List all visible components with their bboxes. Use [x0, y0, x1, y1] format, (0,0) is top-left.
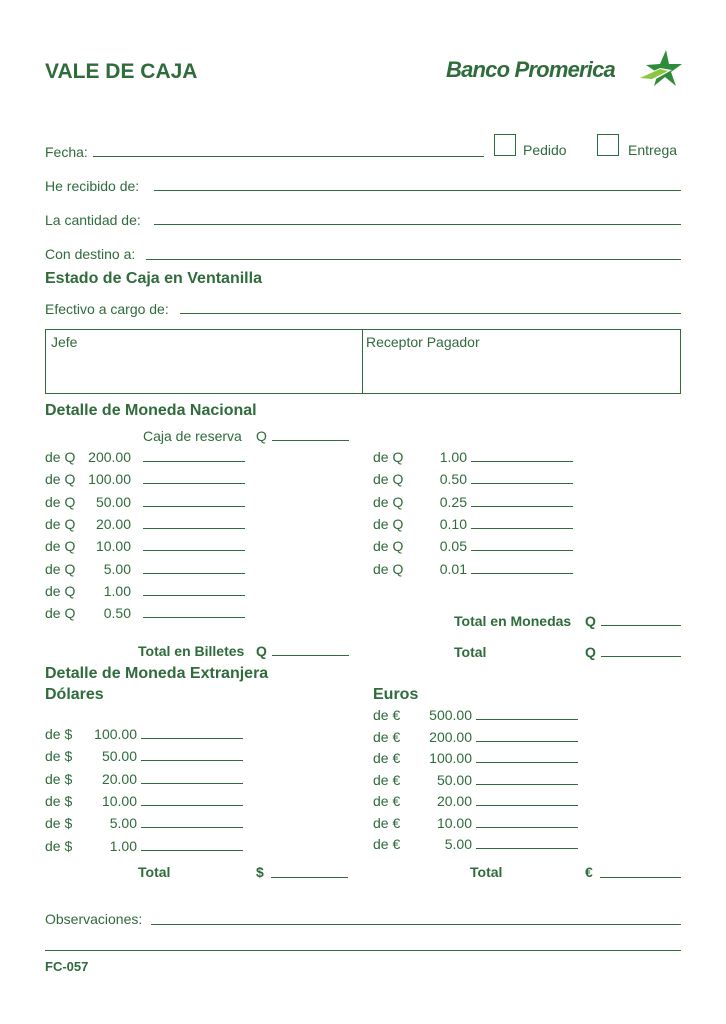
pedido-label: Pedido [523, 142, 567, 158]
dolar-denomination: 5.00 [109, 815, 137, 832]
total-monedas-field[interactable] [601, 625, 681, 626]
brand-logo [446, 50, 686, 90]
efectivo-label: Efectivo a cargo de: [45, 301, 169, 317]
observaciones-field-2[interactable] [45, 950, 681, 951]
estado-heading: Estado de Caja en Ventanilla [45, 270, 262, 287]
cantidad-field[interactable] [154, 224, 681, 225]
dolar-denomination: 50.00 [101, 748, 137, 765]
billete-amount-field[interactable] [143, 461, 245, 462]
billete-prefix: de Q [45, 449, 76, 465]
billete-denomination: 0.50 [103, 605, 131, 622]
total-euros-field[interactable] [600, 877, 681, 878]
billete-denomination: 10.00 [95, 538, 131, 555]
dolar-prefix: de $ [45, 815, 73, 832]
dolar-denomination: 100.00 [94, 726, 137, 742]
dolar-prefix: de $ [45, 748, 73, 765]
jefe-label: Jefe [51, 334, 78, 350]
pedido-checkbox[interactable] [494, 134, 516, 156]
observaciones-label: Observaciones: [45, 911, 143, 927]
billete-denomination: 20.00 [95, 515, 131, 532]
total-euros-label: Total [470, 864, 503, 880]
moneda-denomination: 0.01 [439, 560, 467, 577]
moneda-denomination: 1.00 [439, 449, 467, 465]
euro-amount-field[interactable] [476, 784, 578, 785]
moneda-prefix: de Q [373, 560, 404, 577]
euros-heading: Euros [373, 686, 419, 703]
billete-amount-field[interactable] [143, 483, 245, 484]
billete-amount-field[interactable] [143, 528, 245, 529]
recibido-label: He recibido de: [45, 178, 140, 194]
billete-amount-field[interactable] [143, 550, 245, 551]
total-nacional-field[interactable] [601, 656, 681, 657]
total-dolares-field[interactable] [271, 877, 348, 878]
dolar-prefix: de $ [45, 837, 73, 854]
dolar-denomination: 10.00 [101, 792, 137, 809]
billete-denomination: 50.00 [95, 493, 131, 510]
dolar-denomination: 20.00 [101, 770, 137, 787]
billete-prefix: de Q [45, 515, 76, 532]
dolar-prefix: de $ [45, 770, 73, 787]
euro-denomination: 200.00 [429, 728, 472, 745]
moneda-amount-field[interactable] [471, 573, 573, 574]
dolar-amount-field[interactable] [141, 827, 243, 828]
moneda-denomination: 0.25 [439, 493, 467, 510]
receptor-label: Receptor Pagador [366, 334, 480, 350]
billete-amount-field[interactable] [143, 617, 245, 618]
signature-box [45, 329, 681, 394]
moneda-prefix: de Q [373, 493, 404, 510]
destino-label: Con destino a: [45, 246, 136, 262]
total-dolares-symbol: $ [256, 864, 264, 880]
billete-denomination: 1.00 [103, 582, 131, 599]
moneda-amount-field[interactable] [471, 506, 573, 507]
extranjera-heading: Detalle de Moneda Extranjera [45, 665, 269, 682]
euro-amount-field[interactable] [476, 762, 578, 763]
moneda-amount-field[interactable] [471, 550, 573, 551]
euro-amount-field[interactable] [476, 848, 578, 849]
destino-field[interactable] [146, 259, 681, 260]
nacional-heading: Detalle de Moneda Nacional [45, 402, 257, 419]
billete-prefix: de Q [45, 582, 76, 599]
total-euros-symbol: € [585, 864, 593, 880]
total-monedas-currency: Q [585, 613, 596, 629]
fecha-field[interactable] [93, 156, 484, 157]
total-dolares-label: Total [138, 864, 171, 880]
euro-prefix: de € [373, 814, 401, 831]
recibido-field[interactable] [154, 190, 681, 191]
dolar-amount-field[interactable] [141, 738, 243, 739]
euro-amount-field[interactable] [476, 805, 578, 806]
dolar-amount-field[interactable] [141, 783, 243, 784]
dolar-amount-field[interactable] [141, 760, 243, 761]
entrega-label: Entrega [628, 142, 678, 158]
billete-amount-field[interactable] [143, 595, 245, 596]
euro-denomination: 500.00 [429, 707, 472, 723]
star-icon [638, 48, 682, 90]
moneda-amount-field[interactable] [471, 461, 573, 462]
euro-denomination: 50.00 [436, 771, 472, 788]
dolar-prefix: de $ [45, 792, 73, 809]
reserva-field[interactable] [272, 440, 349, 441]
total-monedas-label: Total en Monedas [454, 613, 572, 629]
reserva-currency: Q [256, 428, 267, 444]
billete-prefix: de Q [45, 471, 76, 488]
euro-prefix: de € [373, 707, 401, 723]
cantidad-label: La cantidad de: [45, 212, 141, 228]
moneda-prefix: de Q [373, 471, 404, 488]
euro-prefix: de € [373, 750, 401, 766]
euro-denomination: 5.00 [444, 836, 472, 852]
total-nacional-currency: Q [585, 644, 596, 660]
moneda-denomination: 0.50 [439, 471, 467, 488]
euro-amount-field[interactable] [476, 827, 578, 828]
billete-amount-field[interactable] [143, 573, 245, 574]
moneda-denomination: 0.10 [439, 515, 467, 532]
efectivo-field[interactable] [180, 313, 681, 314]
total-billetes-field[interactable] [272, 655, 349, 656]
billete-prefix: de Q [45, 493, 76, 510]
billete-prefix: de Q [45, 538, 76, 555]
total-nacional-label: Total [454, 644, 487, 660]
form-title: VALE DE CAJA [45, 60, 198, 83]
moneda-amount-field[interactable] [471, 528, 573, 529]
moneda-prefix: de Q [373, 538, 404, 555]
moneda-prefix: de Q [373, 515, 404, 532]
dolar-prefix: de $ [45, 726, 73, 742]
euro-amount-field[interactable] [476, 719, 578, 720]
total-billetes-currency: Q [256, 643, 267, 659]
dolar-amount-field[interactable] [141, 850, 243, 851]
dolar-denomination: 1.00 [109, 837, 137, 854]
total-billetes-label: Total en Billetes [138, 643, 245, 659]
euro-prefix: de € [373, 836, 401, 852]
euro-prefix: de € [373, 793, 401, 809]
euro-amount-field[interactable] [476, 741, 578, 742]
billete-denomination: 200.00 [88, 449, 131, 465]
moneda-denomination: 0.05 [439, 538, 467, 555]
moneda-prefix: de Q [373, 449, 404, 465]
brand-name: Banco Promerica [446, 57, 615, 82]
billete-denomination: 100.00 [88, 471, 131, 488]
observaciones-field[interactable] [151, 924, 681, 925]
billete-denomination: 5.00 [103, 560, 131, 577]
form-code: FC-057 [45, 959, 89, 974]
euro-denomination: 10.00 [436, 814, 472, 831]
dolar-amount-field[interactable] [141, 805, 243, 806]
dolares-heading: Dólares [45, 686, 104, 703]
euro-denomination: 100.00 [429, 750, 472, 766]
euro-denomination: 20.00 [436, 793, 472, 809]
euro-prefix: de € [373, 771, 401, 788]
billete-prefix: de Q [45, 605, 76, 622]
reserva-label: Caja de reserva [143, 428, 242, 444]
entrega-checkbox[interactable] [597, 134, 619, 156]
moneda-amount-field[interactable] [471, 483, 573, 484]
billete-amount-field[interactable] [143, 506, 245, 507]
euro-prefix: de € [373, 728, 401, 745]
billete-prefix: de Q [45, 560, 76, 577]
signature-divider [362, 330, 363, 393]
fecha-label: Fecha: [45, 144, 88, 160]
